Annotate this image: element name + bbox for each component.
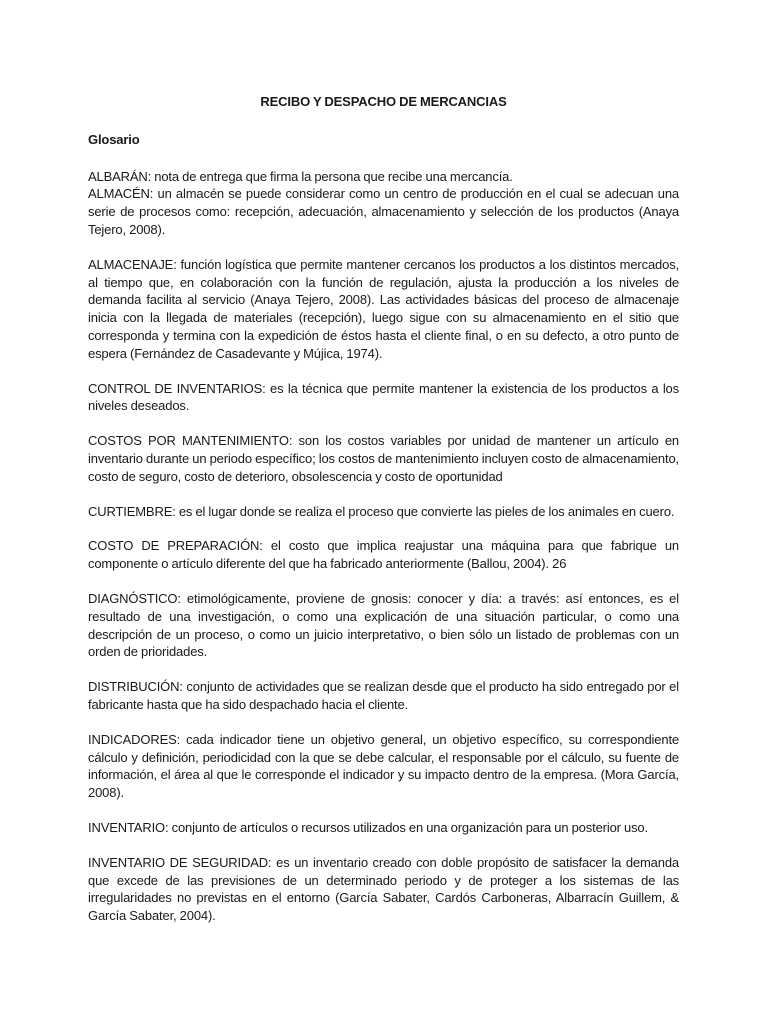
glossary-definition: un almacén se puede considerar como un centro de producción en el cual se adecuan una serie de procesos como: recepción, adecuación, almacenamiento y selección de los productos (Anaya Tejero, 2008).: [88, 186, 679, 237]
glossary-entry-control-inventarios: [88, 380, 679, 416]
glossary-term: COSTO DE PREPARACIÓN:: [88, 538, 263, 554]
glossary-definition: conjunto de artículos o recursos utilizados en una organización para un posterior uso.: [168, 819, 648, 835]
glossary-entry-costo-preparacion: [88, 537, 679, 573]
glossary-definition: etimológicamente, proviene de gnosis: conocer y día: a través: así entonces, es el resultado de una investigación, o como una explicación de una situación particular, o como una descripción de un proceso, o como un juicio interpretativo, o bien sólo un listado de problemas con un orden de prioridades.: [88, 590, 679, 660]
glossary-definition: el costo que implica reajustar una máquina para que fabrique un componente o artículo diferente del que ha fabricado anteriormente (Ballou, 2004). 26: [88, 538, 679, 572]
glossary-term: DISTRIBUCIÓN:: [88, 679, 183, 695]
glossary-term: DIAGNÓSTICO:: [88, 590, 181, 606]
glossary-term: INVENTARIO:: [88, 819, 169, 835]
glossary-entry-inventario: [88, 819, 679, 837]
glossary-definition: conjunto de actividades que se realizan desde que el producto ha sido entregado por el fabricante hasta que ha sido despachado hacia el cliente.: [88, 679, 679, 712]
glossary-definition: nota de entrega que firma la persona que recibe una mercancía.: [151, 168, 513, 184]
glossary-entry-costos-mantenimiento: [88, 432, 679, 485]
glossary-definition: función logística que permite mantener cercanos los productos a los distintos mercados, al tiempo que, en colaboración con la función de regulación, ajusta la producción a los niveles de demanda facilita al servicio (Anaya Tejero, 2008). Las actividades básicas del proceso de almacenaje inicia con la llegada de materiales (recepción), luego sigue con su almacenamiento en el sitio que corresponda y termina con la expedición de éstos hasta el cliente final, o en su defecto, a otro punto de espera (Fernández de Casadevante y Mújica, 1974).: [88, 256, 679, 361]
glossary-definition: es la técnica que permite mantener la existencia de los productos a los niveles deseados.: [88, 380, 679, 414]
glossary-entry-albaran: [88, 168, 679, 186]
glossary-entry-almacenaje: [88, 256, 679, 363]
glossary-term: INVENTARIO DE SEGURIDAD:: [88, 854, 272, 870]
glossary-entry-diagnostico: [88, 590, 679, 661]
document-page: [88, 93, 679, 925]
glossary-entry-distribucion: [88, 678, 679, 714]
document-title: RECIBO Y DESPACHO DE MERCANCIAS: [260, 94, 507, 109]
glossary-term: ALMACÉN:: [88, 186, 154, 202]
glossary-term: ALMACENAJE:: [88, 256, 177, 272]
glossary-entry-inventario-seguridad: [88, 854, 679, 925]
glossary-entry-curtiembre: [88, 503, 679, 521]
glossary-definition: cada indicador tiene un objetivo general, un objetivo específico, su correspondiente cálculo y definición, periodicidad con la que se debe calcular, el responsable por el cálculo, su fuente de información, el área al que le corresponde el indicador y su impacto dentro de la empresa. (Mora García, 2008).: [88, 731, 679, 801]
glossary-term: CURTIEMBRE:: [88, 503, 176, 519]
glossary-term: INDICADORES:: [88, 731, 181, 747]
glossary-entry-almacen: [88, 185, 679, 238]
section-heading: Glosario: [88, 131, 140, 147]
glossary-entry-indicadores: [88, 731, 679, 802]
glossary-definition: son los costos variables por unidad de mantener un artículo en inventario durante un periodo específico; los costos de mantenimiento incluyen costo de almacenamiento, costo de seguro, costo de deterioro, obsolescencia y costo de oportunidad: [88, 433, 679, 484]
glossary-term: ALBARÁN:: [88, 168, 152, 184]
glossary-definition: es el lugar donde se realiza el proceso que convierte las pieles de los animales en cuero.: [175, 503, 675, 519]
glossary-term: CONTROL DE INVENTARIOS:: [88, 380, 266, 396]
glossary-definition: es un inventario creado con doble propósito de satisfacer la demanda que excede de las previsiones de un determinado periodo y de proteger a los sistemas de las irregularidades no previstas en el entorno (García Sabater, Cardós Carboneras, Albarracín Guillem, & García Sabater, 2004).: [88, 854, 679, 924]
glossary-term: COSTOS POR MANTENIMIENTO:: [88, 433, 293, 449]
